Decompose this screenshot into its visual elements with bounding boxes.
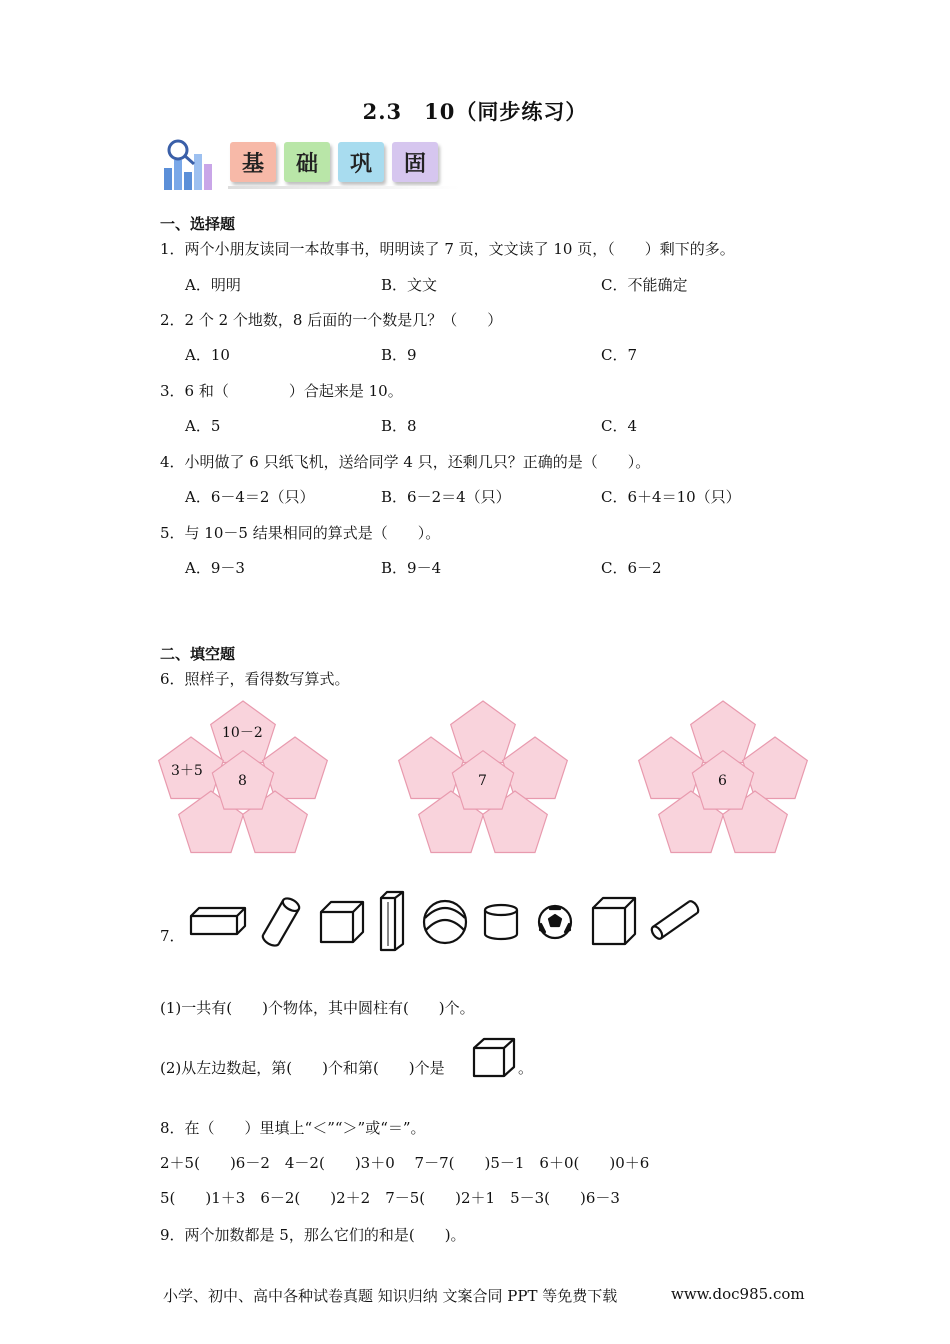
cuboid-icon — [191, 908, 245, 934]
q3-option-b: B．8 — [381, 417, 417, 435]
q1-option-a: A．明明 — [185, 276, 241, 294]
question-3: 3．6 和（ ）合起来是 10。 — [160, 382, 403, 400]
section2-heading: 二、填空题 — [160, 645, 236, 663]
q7-sub1: (1)一共有( )个物体，其中圆柱有( )个。 — [160, 999, 475, 1017]
question-8: 8．在（ ）里填上“＜”“＞”或“＝”。 — [160, 1119, 426, 1137]
soccer-ball-icon — [539, 906, 571, 938]
short-cylinder-icon — [485, 905, 517, 939]
q3-option-a: A．5 — [185, 417, 221, 435]
cube-icon — [321, 902, 363, 942]
flower-1-center: 8 — [238, 773, 247, 789]
question-1: 1．两个小朋友读同一本故事书，明明读了 7 页，文文读了 10 页，（ ）剩下的多。 — [160, 240, 735, 258]
page-title: 2.3 10（同步练习） — [362, 99, 588, 124]
q7-sub2-end: 。 — [518, 1059, 534, 1077]
question-9: 9．两个加数都是 5，那么它们的和是( )。 — [160, 1226, 466, 1244]
q5-option-c: C．6－2 — [601, 559, 662, 577]
rod-cylinder-icon — [650, 899, 701, 940]
q3-option-c: C．4 — [601, 417, 638, 435]
q2-option-c: C．7 — [601, 346, 638, 364]
banner-tile-ji: 基 — [230, 142, 276, 182]
banner-tile-chu: 础 — [284, 142, 330, 182]
solid-shapes-row — [185, 888, 705, 958]
q8-row-1: 2＋5( )6－2 4－2( )3＋0 7－7( )5－1 6＋0( )0＋6 — [160, 1154, 650, 1172]
q4-option-c: C．6＋4＝10（只） — [601, 488, 741, 506]
question-4: 4．小明做了 6 只纸飞机，送给同学 4 只，还剩几只？正确的是（ ）。 — [160, 453, 651, 471]
banner-tile-gong: 巩 — [338, 142, 384, 182]
banner-tile-gu: 固 — [392, 142, 438, 182]
cube-reference-icon — [470, 1036, 518, 1080]
ball-icon — [424, 901, 466, 943]
q1-option-c: C．不能确定 — [601, 276, 688, 294]
cylinder-icon — [261, 896, 302, 948]
flower-3-center: 6 — [718, 773, 727, 789]
q4-option-b: B．6－2＝4（只） — [381, 488, 511, 506]
banner — [158, 132, 458, 194]
q5-option-b: B．9－4 — [381, 559, 442, 577]
flower-2-center: 7 — [478, 773, 487, 789]
flower-1-left-label: 3＋5 — [171, 763, 203, 779]
tall-cuboid-icon — [381, 892, 403, 950]
banner-shadow-line — [228, 186, 460, 189]
flower-1-top-label: 10－2 — [222, 725, 263, 741]
section1-heading: 一、选择题 — [160, 215, 236, 233]
q2-option-a: A．10 — [185, 346, 230, 364]
footer-left: 小学、初中、高中各种试卷真题 知识归纳 文案合同 PPT 等免费下载 — [163, 1287, 618, 1305]
question-7-label: 7． — [160, 927, 185, 945]
question-6: 6．照样子，看得数写算式。 — [160, 670, 350, 688]
q7-sub2: (2)从左边数起，第( )个和第( )个是 — [160, 1059, 445, 1077]
question-5: 5．与 10－5 结果相同的算式是（ ）。 — [160, 524, 441, 542]
magnifier-chart-icon — [158, 134, 220, 196]
q5-option-a: A．9－3 — [185, 559, 245, 577]
q2-option-b: B．9 — [381, 346, 417, 364]
question-2: 2．2 个 2 个地数，8 后面的一个数是几？（ ） — [160, 311, 503, 329]
q1-option-b: B．文文 — [381, 276, 438, 294]
footer-url[interactable]: www.doc985.com — [671, 1285, 805, 1303]
q8-row-2: 5( )1＋3 6－2( )2＋2 7－5( )2＋1 5－3( )6－3 — [160, 1189, 620, 1207]
q4-option-a: A．6－4＝2（只） — [185, 488, 315, 506]
cube-icon-2 — [593, 898, 635, 944]
